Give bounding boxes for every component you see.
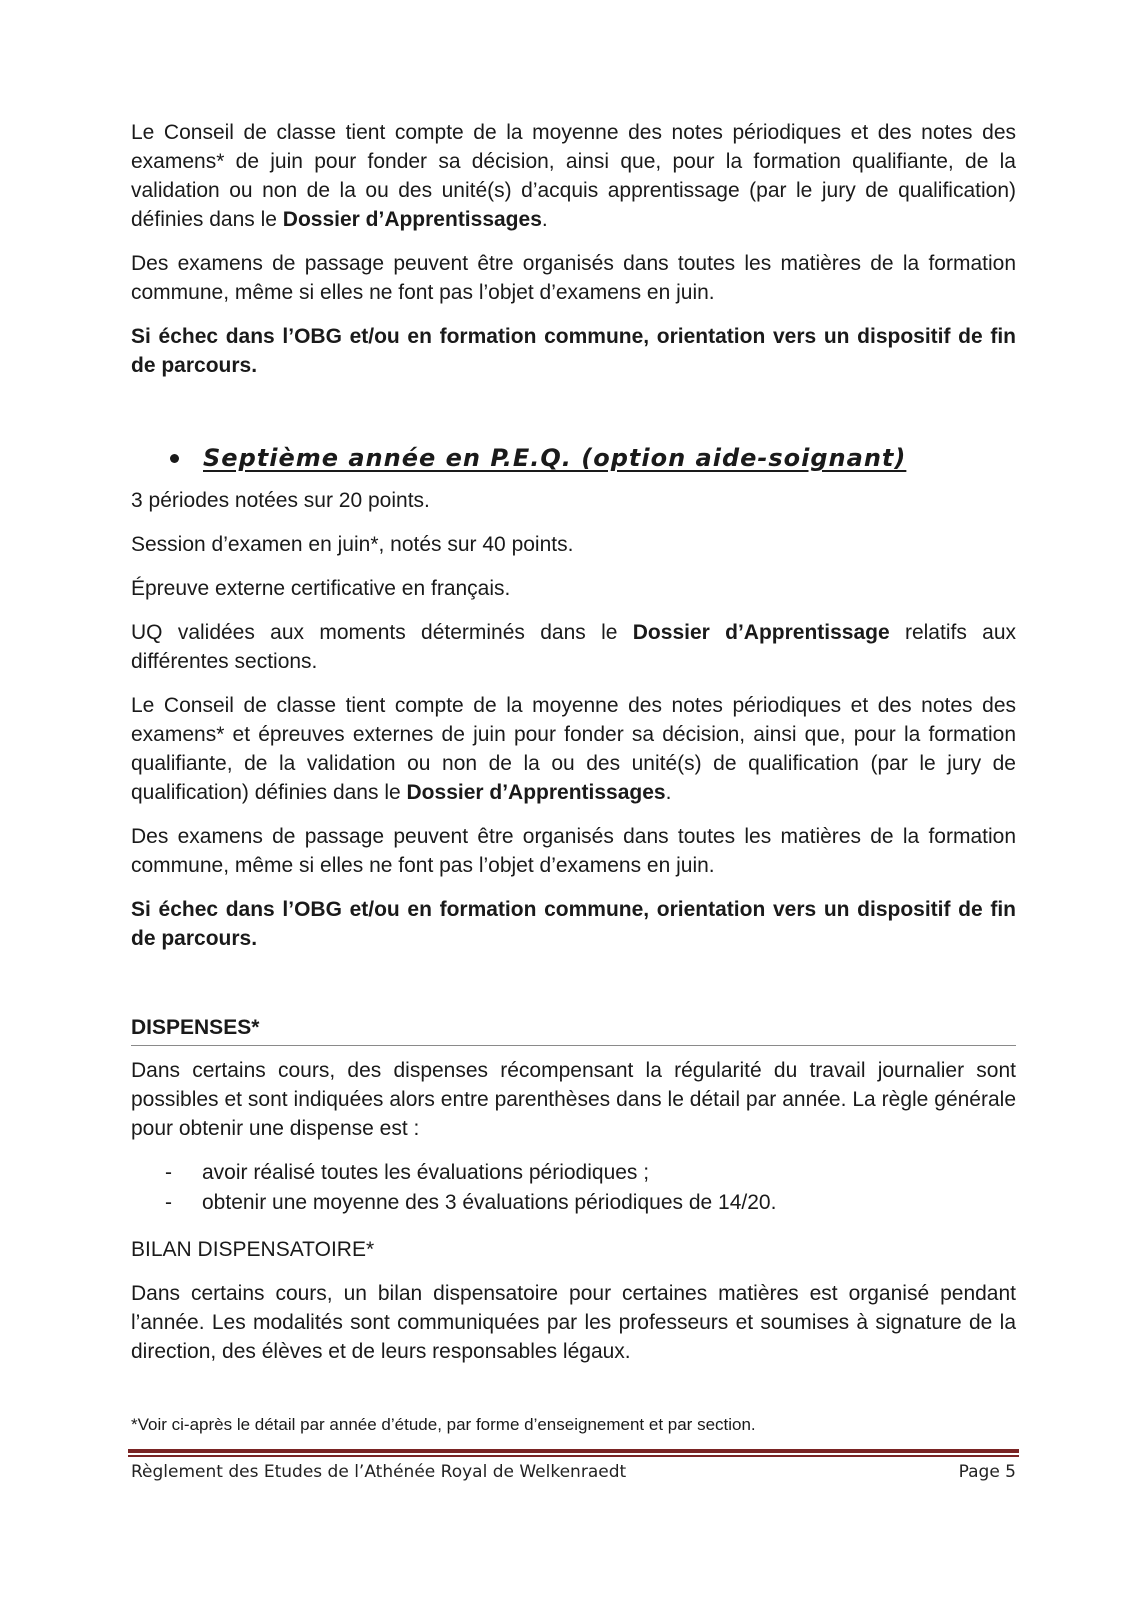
echec-paragraph-2: Si échec dans l’OBG et/ou en formation commune, orientation vers un dispositif de fin de parcours. — [131, 898, 1016, 950]
periodes-line: 3 périodes notées sur 20 points. — [131, 489, 430, 512]
section-heading-text: Septième année en P.E.Q. (option aide-soignant) — [203, 444, 907, 472]
passage-paragraph-2: Des examens de passage peuvent être organisés dans toutes les matières de la formation commune, même si elles ne font pas l’objet d’examens en juin. — [131, 825, 1016, 877]
dash-marker: - — [165, 1161, 172, 1184]
dispenses-title: DISPENSES* — [131, 1013, 1016, 1046]
conseil-text-2: Le Conseil de classe tient compte de la moyenne des notes périodiques et des notes des examens* et épreuves externes de juin pour fonder sa décision, ainsi que, pour la formation qualifiante, de la validation ou non de la ou des unité(s) de qualification (par le jury de qualification) définies dans le — [131, 694, 1016, 804]
page-number: Page 5 — [958, 1462, 1016, 1482]
uq-end: relatifs aux différentes sections. — [131, 621, 1017, 673]
dash-marker: - — [165, 1191, 172, 1214]
list-item — [131, 1188, 1016, 1218]
page-footer — [131, 1460, 1016, 1484]
uq-text: UQ validées aux moments déterminés dans le — [131, 621, 633, 644]
page-content — [131, 118, 1016, 1381]
conseil-end-1: . — [541, 208, 548, 231]
list-item-text: avoir réalisé toutes les évaluations périodiques ; — [202, 1161, 650, 1184]
conseil-paragraph-2 — [131, 691, 1016, 807]
dossier-bold-1: Dossier d’Apprentissages — [282, 208, 542, 231]
dispenses-list — [131, 1158, 1016, 1218]
bullet-icon — [170, 454, 179, 463]
conseil-end-2: . — [665, 781, 672, 804]
dossier-bold-2: Dossier d’Apprentissages — [406, 781, 666, 804]
bilan-title: BILAN DISPENSATOIRE* — [131, 1238, 375, 1261]
echec-paragraph-1: Si échec dans l’OBG et/ou en formation commune, orientation vers un dispositif de fin de parcours. — [131, 325, 1016, 377]
conseil-paragraph-1 — [131, 118, 1016, 234]
conseil-text-1: Le Conseil de classe tient compte de la moyenne des notes périodiques et des notes des examens* de juin pour fonder sa décision, ainsi que, pour la formation qualifiante, de la validation ou non de la ou des unité(s) d’acquis apprentissage (par le jury de qualification) définies dans le — [131, 121, 1016, 231]
footer-rule — [128, 1449, 1019, 1453]
list-item-text: obtenir une moyenne des 3 évaluations périodiques de 14/20. — [202, 1191, 777, 1214]
section-heading-7 — [131, 444, 1016, 472]
footer-rule-thin — [128, 1455, 1019, 1457]
passage-paragraph-1: Des examens de passage peuvent être organisés dans toutes les matières de la formation commune, même si elles ne font pas l’objet d’examens en juin. — [131, 252, 1016, 304]
list-item — [131, 1158, 1016, 1188]
uq-bold: Dossier d’Apprentissage — [632, 621, 890, 644]
uq-paragraph — [131, 618, 1016, 676]
footer-title: Règlement des Etudes de l’Athénée Royal de Welkenraedt — [131, 1462, 627, 1482]
session-line: Session d’examen en juin*, notés sur 40 points. — [131, 533, 574, 556]
footnote: *Voir ci-après le détail par année d’étude, par forme d’enseignement et par section. — [131, 1415, 756, 1434]
epreuve-line: Épreuve externe certificative en français. — [131, 577, 511, 600]
bilan-paragraph: Dans certains cours, un bilan dispensatoire pour certaines matières est organisé pendant l’année. Les modalités sont communiquées par les professeurs et soumises à signature de la direction, des élèves et de leurs responsables légaux. — [131, 1282, 1016, 1363]
dispenses-intro: Dans certains cours, des dispenses récompensant la régularité du travail journalier sont possibles et sont indiquées alors entre parenthèses dans le détail par année. La règle générale pour obtenir une dispense est : — [131, 1059, 1016, 1140]
